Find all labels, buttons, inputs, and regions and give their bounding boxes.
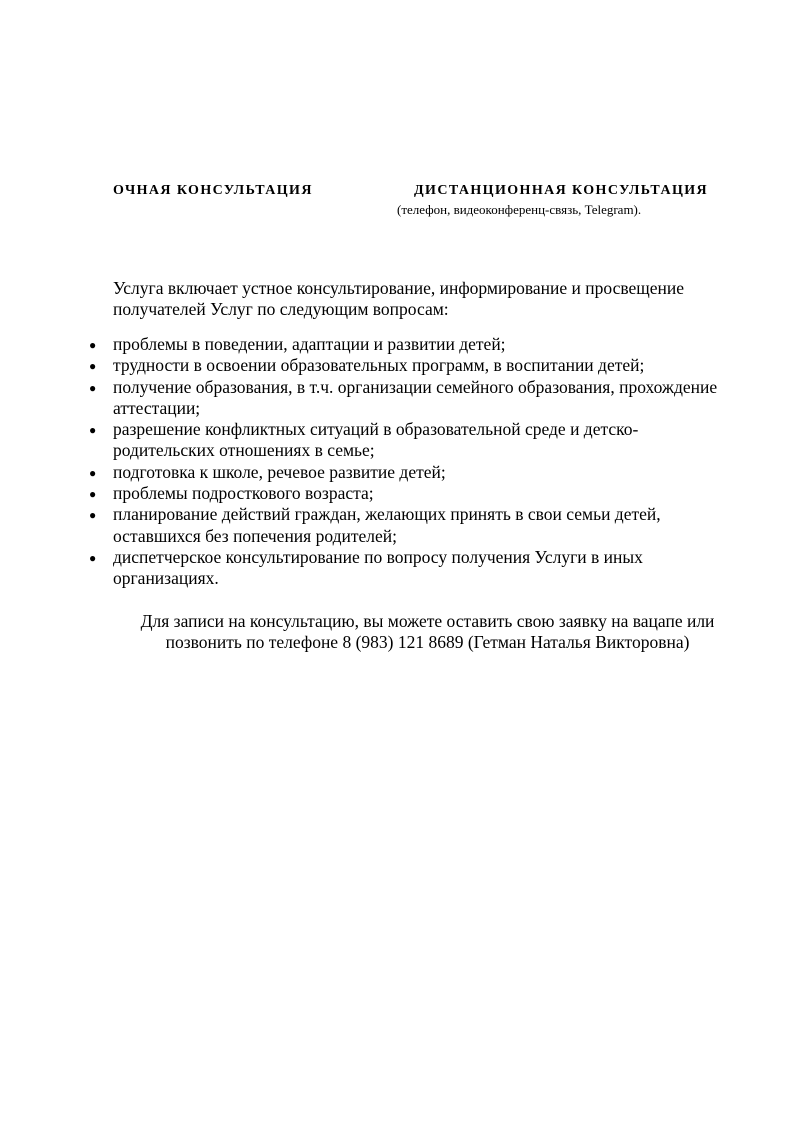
list-item-text: получение образования, в т.ч. организации семейного образования, прохождение аттестации; (113, 376, 718, 418)
contact-line-phone: позвонить по телефоне 8 (983) 121 8689 (Гетман Наталья Викторовна) (165, 632, 690, 652)
bullet-icon: ● (89, 550, 97, 565)
list-item (89, 376, 733, 420)
bullet-icon: ● (89, 359, 97, 374)
list-item (89, 483, 733, 504)
remote-consultation-heading: ДИСТАНЦИОННАЯ КОНСУЛЬТАЦИЯ (414, 183, 709, 198)
consultation-topics-list (89, 334, 733, 590)
bullet-icon: ● (89, 380, 97, 395)
list-item-text: проблемы подросткового возраста; (113, 483, 374, 504)
list-item-text: проблемы в поведении, адаптации и развитии детей; (113, 334, 506, 354)
contact-line-signup: Для записи на консультацию, вы можете оставить свою заявку на вацапе или (140, 611, 715, 631)
list-item (89, 419, 733, 462)
list-item (89, 334, 733, 355)
bullet-icon: ● (89, 487, 97, 502)
list-item-text: разрешение конфликтных ситуаций в образовательной среде и детско-родительских отношениях в семье; (113, 419, 639, 461)
list-item-text: планирование действий граждан, желающих принять в свои семьи детей, оставшихся без попечения родителей; (113, 504, 661, 546)
remote-consultation-channels: (телефон, видеоконференц-связь, Telegram). (397, 202, 642, 217)
bullet-icon: ● (89, 465, 97, 480)
list-item-text: трудности в освоении образовательных программ, в воспитании детей; (113, 355, 645, 376)
list-item (89, 546, 733, 590)
list-item-text: подготовка к школе, речевое развитие детей; (113, 461, 446, 482)
list-item (89, 355, 733, 376)
bullet-icon: ● (89, 508, 97, 523)
list-item (89, 461, 733, 483)
contact-paragraph (100, 611, 755, 653)
bullet-icon: ● (89, 338, 97, 352)
in-person-consultation-heading: ОЧНАЯ КОНСУЛЬТАЦИЯ (113, 183, 313, 198)
list-item-text: диспетчерское консультирование по вопросу получения Услуги в иных организациях. (113, 546, 643, 589)
service-intro-paragraph: Услуга включает устное консультирование, информирование и просвещение получателей Услуг по следующим вопросам: (113, 278, 685, 319)
bullet-icon: ● (89, 423, 97, 438)
list-item (89, 504, 733, 547)
